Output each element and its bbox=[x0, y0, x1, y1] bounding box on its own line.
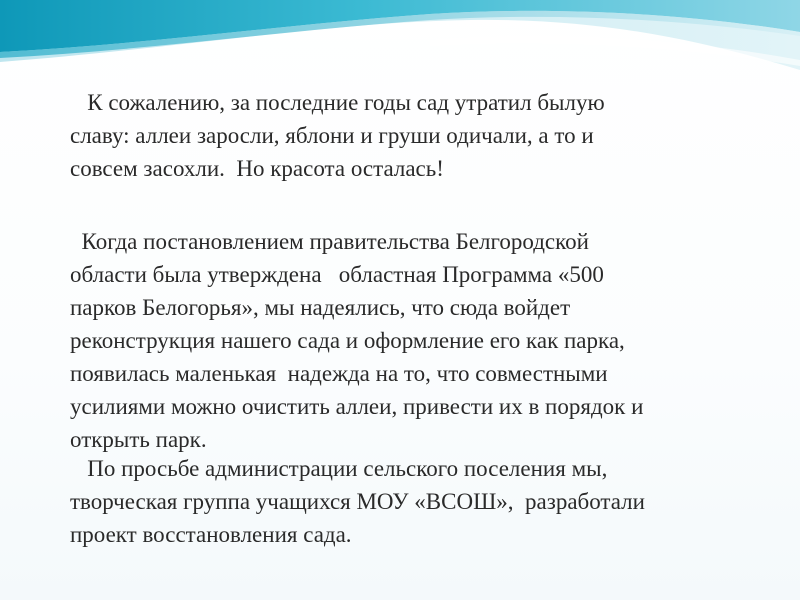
paragraph-project: По просьбе администрации сельского поселения мы, творческая группа учащихся МОУ «ВСОШ», разработали проект восстановления сада. bbox=[70, 456, 645, 547]
paragraph-program: Когда постановлением правительства Белгородской области была утверждена областная Программа «500 парков Белогорья», мы надеялись, что сюда войдет реконструкция нашего сада и оформление его как парка, появилась маленькая надежда на то, что совместными усилиями можно очистить аллеи, привести их в порядок и открыть парк. bbox=[70, 229, 644, 452]
paragraph-intro: К сожалению, за последние годы сад утратил былую славу: аллеи заросли, яблони и груши одичали, а то и совсем засохли. Но красота осталась! bbox=[70, 90, 605, 181]
